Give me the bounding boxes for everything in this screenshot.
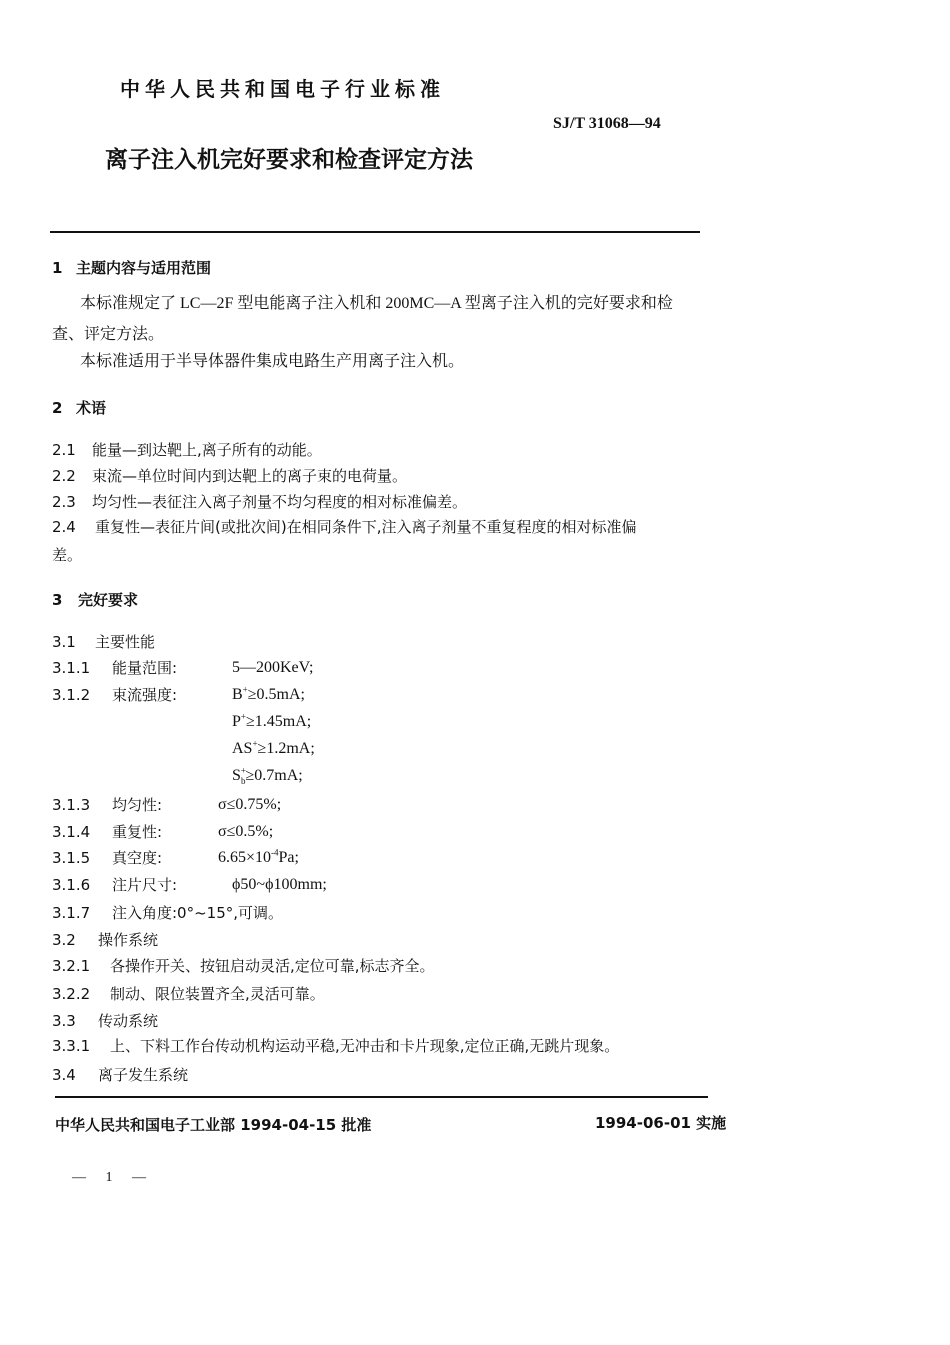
page-number: — 1 — (72, 1170, 146, 1185)
clause-number: 3.1.4 (52, 823, 91, 841)
clause-number: 3.1.3 (52, 796, 91, 814)
clause-text: 操作系统 (98, 931, 159, 949)
clause-text: 制动、限位装置齐全,灵活可靠。 (110, 985, 325, 1003)
clause-text: 传动系统 (98, 1012, 159, 1030)
clause-number: 3.3 (52, 1012, 76, 1030)
spec-value: σ≤0.75%; (218, 796, 282, 813)
clause-number: 3.1.6 (52, 876, 91, 894)
effective-date: 1994-06-01 实施 (595, 1114, 727, 1132)
clause-number: 3.1 (52, 633, 76, 651)
section-3-heading: 完好要求 (78, 591, 139, 609)
section-1-paragraph-line: 本标准规定了 LC—2F 型电能离子注入机和 200MC—A 型离子注入机的完好要求和检 (80, 295, 673, 312)
document-title: 离子注入机完好要求和检查评定方法 (105, 147, 473, 173)
section-1-number: 1 (52, 259, 63, 277)
clause-text: 上、下料工作台传动机构运动平稳,无冲击和卡片现象,定位正确,无跳片现象。 (110, 1037, 620, 1055)
clause-number: 3.1.5 (52, 849, 91, 867)
section-1-heading: 主题内容与适用范围 (76, 259, 212, 277)
clause-number: 2.4 (52, 518, 76, 536)
clause-number: 3.2 (52, 931, 76, 949)
clause-text: 注入角度:0°~15°,可调。 (112, 904, 284, 922)
clause-text: 均匀性—表征注入离子剂量不均匀程度的相对标准偏差。 (92, 493, 468, 511)
clause-number: 3.4 (52, 1066, 76, 1084)
spec-value: ϕ50~ϕ100mm; (232, 876, 327, 893)
clause-number: 2.3 (52, 493, 76, 511)
clause-text: 能量—到达靶上,离子所有的动能。 (92, 441, 322, 459)
clause-text: 离子发生系统 (98, 1066, 189, 1084)
spec-label: 重复性: (112, 823, 163, 841)
beam-current-as: AS+≥1.2mA; (232, 738, 315, 757)
clause-number: 3.3.1 (52, 1037, 91, 1055)
beam-current-b: B+≥0.5mA; (232, 684, 305, 703)
clause-text: 各操作开关、按钮启动灵活,定位可靠,标志齐全。 (110, 957, 435, 975)
section-1-paragraph: 本标准适用于半导体器件集成电路生产用离子注入机。 (80, 353, 465, 370)
footer-divider (55, 1096, 708, 1098)
clause-text: 主要性能 (95, 633, 156, 651)
clause-number: 3.1.2 (52, 686, 91, 704)
spec-label: 能量范围: (112, 659, 178, 677)
top-divider (50, 231, 700, 233)
issuing-agency: 中华人民共和国电子行业标准 (120, 77, 445, 101)
beam-current-sb: $S^+_b\ge 0.7mA$; (232, 765, 303, 787)
clause-number: 3.2.2 (52, 985, 91, 1003)
section-2-number: 2 (52, 399, 63, 417)
spec-label: 束流强度: (112, 686, 178, 704)
clause-text-continuation: 差。 (52, 546, 83, 564)
section-3-number: 3 (52, 591, 63, 609)
section-2-heading: 术语 (76, 399, 107, 417)
spec-value: σ≤0.5%; (218, 823, 274, 840)
spec-label: 均匀性: (112, 796, 163, 814)
section-1-paragraph-line: 查、评定方法。 (52, 326, 165, 343)
approval-line: 中华人民共和国电子工业部 1994-04-15 批准 (55, 1116, 372, 1134)
clause-text: 束流—单位时间内到达靶上的离子束的电荷量。 (92, 467, 408, 485)
clause-number: 3.2.1 (52, 957, 91, 975)
spec-value: 5—200KeV; (232, 659, 314, 676)
spec-value: $6.65\times 10^{-4}Pa$; (218, 847, 299, 866)
spec-label: 注片尺寸: (112, 876, 178, 894)
clause-number: 2.2 (52, 467, 76, 485)
clause-number: 3.1.1 (52, 659, 91, 677)
clause-number: 2.1 (52, 441, 76, 459)
clause-text: 重复性—表征片间(或批次间)在相同条件下,注入离子剂量不重复程度的相对标准偏 (95, 518, 637, 536)
beam-current-p: P+≥1.45mA; (232, 711, 312, 730)
spec-label: 真空度: (112, 849, 163, 867)
clause-number: 3.1.7 (52, 904, 91, 922)
standard-code: SJ/T 31068—94 (553, 115, 661, 132)
